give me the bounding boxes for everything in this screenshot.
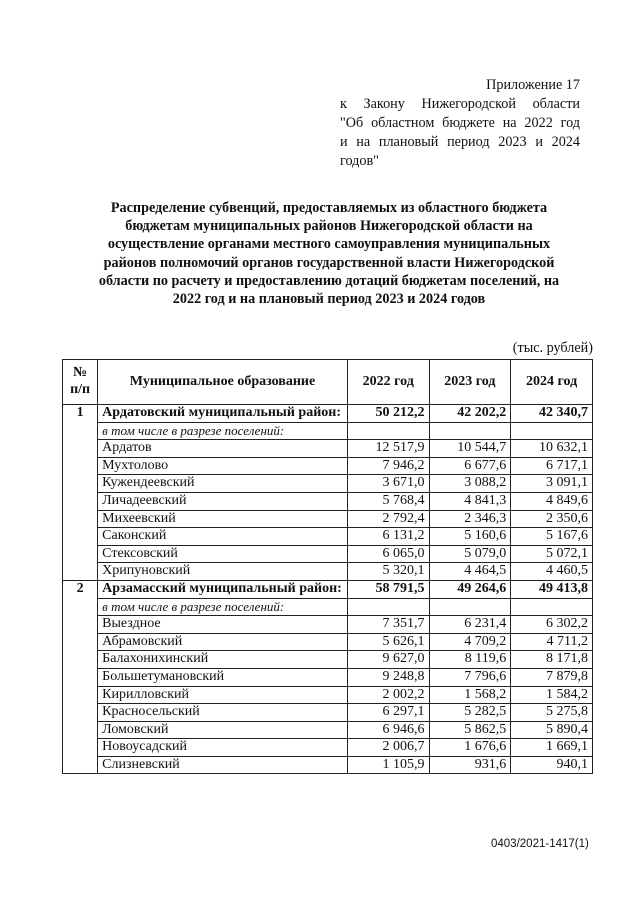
table-row — [63, 739, 593, 757]
value-2024: 8 171,8 — [511, 651, 593, 669]
table-header-row — [63, 360, 593, 405]
subheader-row — [63, 422, 593, 440]
settlement-name: Балахонихинский — [98, 651, 348, 669]
value-2022: 2 006,7 — [347, 739, 429, 757]
value-2023: 42 202,2 — [429, 405, 511, 423]
empty-cell — [511, 598, 593, 616]
value-2022: 1 105,9 — [347, 756, 429, 774]
value-2023: 4 841,3 — [429, 492, 511, 510]
value-2023: 931,6 — [429, 756, 511, 774]
settlement-name: Ломовский — [98, 721, 348, 739]
value-2022: 3 671,0 — [347, 475, 429, 493]
settlements-subheader: в том числе в разрезе поселений: — [98, 422, 348, 440]
value-2023: 5 862,5 — [429, 721, 511, 739]
header-name: Муниципальное образование — [98, 360, 348, 405]
subheader-row — [63, 598, 593, 616]
appendix-law-line: к Закону Нижегородской области — [340, 96, 580, 112]
district-row — [63, 580, 593, 598]
value-2023: 4 709,2 — [429, 633, 511, 651]
value-2022: 9 248,8 — [347, 668, 429, 686]
document-title: Распределение субвенций, предоставляемых из областного бюджета бюджетам муниципальных районов Нижегородской области на осуществление органами местного самоуправления муниципальных районов полномочий органов государственной власти Нижегородской области по расчету и предоставлению дотаций бюджетам поселений, на 2022 год и на плановый период 2023 и 2024 годов — [98, 200, 560, 308]
settlement-name: Абрамовский — [98, 633, 348, 651]
value-2022: 5 626,1 — [347, 633, 429, 651]
value-2024: 42 340,7 — [511, 405, 593, 423]
table-row — [63, 704, 593, 722]
empty-cell — [347, 422, 429, 440]
appendix-block — [340, 76, 580, 171]
value-2024: 1 584,2 — [511, 686, 593, 704]
value-2022: 2 002,2 — [347, 686, 429, 704]
table-row — [63, 563, 593, 581]
empty-cell — [511, 422, 593, 440]
value-2024: 7 879,8 — [511, 668, 593, 686]
table-row — [63, 756, 593, 774]
empty-cell — [429, 422, 511, 440]
appendix-number: Приложение 17 — [486, 77, 580, 93]
table-row — [63, 633, 593, 651]
value-2024: 2 350,6 — [511, 510, 593, 528]
value-2022: 7 946,2 — [347, 457, 429, 475]
settlement-name: Большетумановский — [98, 668, 348, 686]
table-row — [63, 721, 593, 739]
empty-cell — [429, 598, 511, 616]
table-row — [63, 510, 593, 528]
value-2024: 5 275,8 — [511, 704, 593, 722]
value-2023: 5 282,5 — [429, 704, 511, 722]
settlements-subheader: в том числе в разрезе поселений: — [98, 598, 348, 616]
settlement-name: Ардатов — [98, 440, 348, 458]
value-2023: 5 160,6 — [429, 528, 511, 546]
value-2023: 4 464,5 — [429, 563, 511, 581]
table-row — [63, 616, 593, 634]
value-2022: 58 791,5 — [347, 580, 429, 598]
value-2024: 5 167,6 — [511, 528, 593, 546]
row-number: 2 — [63, 580, 98, 774]
value-2024: 10 632,1 — [511, 440, 593, 458]
table-row — [63, 440, 593, 458]
appendix-law-line: и на плановый период 2023 и 2024 — [340, 134, 580, 150]
subsidy-table — [62, 359, 593, 774]
value-2023: 49 264,6 — [429, 580, 511, 598]
value-2022: 12 517,9 — [347, 440, 429, 458]
table-row — [63, 528, 593, 546]
settlement-name: Хрипуновский — [98, 563, 348, 581]
value-2023: 3 088,2 — [429, 475, 511, 493]
value-2024: 4 849,6 — [511, 492, 593, 510]
value-2024: 49 413,8 — [511, 580, 593, 598]
settlement-name: Михеевский — [98, 510, 348, 528]
value-2022: 6 946,6 — [347, 721, 429, 739]
document-code: 0403/2021-1417(1) — [491, 838, 589, 850]
empty-cell — [347, 598, 429, 616]
value-2023: 1 676,6 — [429, 739, 511, 757]
value-2024: 6 717,1 — [511, 457, 593, 475]
value-2023: 7 796,6 — [429, 668, 511, 686]
settlement-name: Саконский — [98, 528, 348, 546]
value-2023: 8 119,6 — [429, 651, 511, 669]
table-row — [63, 668, 593, 686]
district-name: Ардатовский муниципальный район: — [98, 405, 348, 423]
value-2024: 5 072,1 — [511, 545, 593, 563]
value-2023: 10 544,7 — [429, 440, 511, 458]
value-2023: 6 677,6 — [429, 457, 511, 475]
header-2022: 2022 год — [347, 360, 429, 405]
value-2024: 6 302,2 — [511, 616, 593, 634]
value-2023: 5 079,0 — [429, 545, 511, 563]
value-2022: 6 131,2 — [347, 528, 429, 546]
value-2023: 2 346,3 — [429, 510, 511, 528]
settlement-name: Выездное — [98, 616, 348, 634]
value-2022: 6 297,1 — [347, 704, 429, 722]
district-name: Арзамасский муниципальный район: — [98, 580, 348, 598]
settlement-name: Слизневский — [98, 756, 348, 774]
value-2024: 4 711,2 — [511, 633, 593, 651]
table-row — [63, 686, 593, 704]
value-2024: 4 460,5 — [511, 563, 593, 581]
table-row — [63, 545, 593, 563]
settlement-name: Кужендеевский — [98, 475, 348, 493]
header-2024: 2024 год — [511, 360, 593, 405]
value-2022: 7 351,7 — [347, 616, 429, 634]
settlement-name: Личадеевский — [98, 492, 348, 510]
row-number: 1 — [63, 405, 98, 581]
table-row — [63, 475, 593, 493]
value-2022: 6 065,0 — [347, 545, 429, 563]
table-row — [63, 457, 593, 475]
value-2022: 50 212,2 — [347, 405, 429, 423]
value-2022: 9 627,0 — [347, 651, 429, 669]
header-2023: 2023 год — [429, 360, 511, 405]
district-row — [63, 405, 593, 423]
value-2023: 1 568,2 — [429, 686, 511, 704]
settlement-name: Кирилловский — [98, 686, 348, 704]
appendix-law-line: годов" — [340, 153, 379, 169]
settlement-name: Стексовский — [98, 545, 348, 563]
table-row — [63, 492, 593, 510]
table-body — [63, 405, 593, 774]
settlement-name: Новоусадский — [98, 739, 348, 757]
header-num: № п/п — [63, 360, 98, 405]
value-2023: 6 231,4 — [429, 616, 511, 634]
value-2024: 1 669,1 — [511, 739, 593, 757]
appendix-law-line: "Об областном бюджете на 2022 год — [340, 115, 580, 131]
table-row — [63, 651, 593, 669]
units-label: (тыс. рублей) — [512, 340, 593, 356]
value-2024: 940,1 — [511, 756, 593, 774]
value-2024: 5 890,4 — [511, 721, 593, 739]
value-2022: 2 792,4 — [347, 510, 429, 528]
settlement-name: Красносельский — [98, 704, 348, 722]
value-2022: 5 768,4 — [347, 492, 429, 510]
value-2022: 5 320,1 — [347, 563, 429, 581]
value-2024: 3 091,1 — [511, 475, 593, 493]
settlement-name: Мухтолово — [98, 457, 348, 475]
